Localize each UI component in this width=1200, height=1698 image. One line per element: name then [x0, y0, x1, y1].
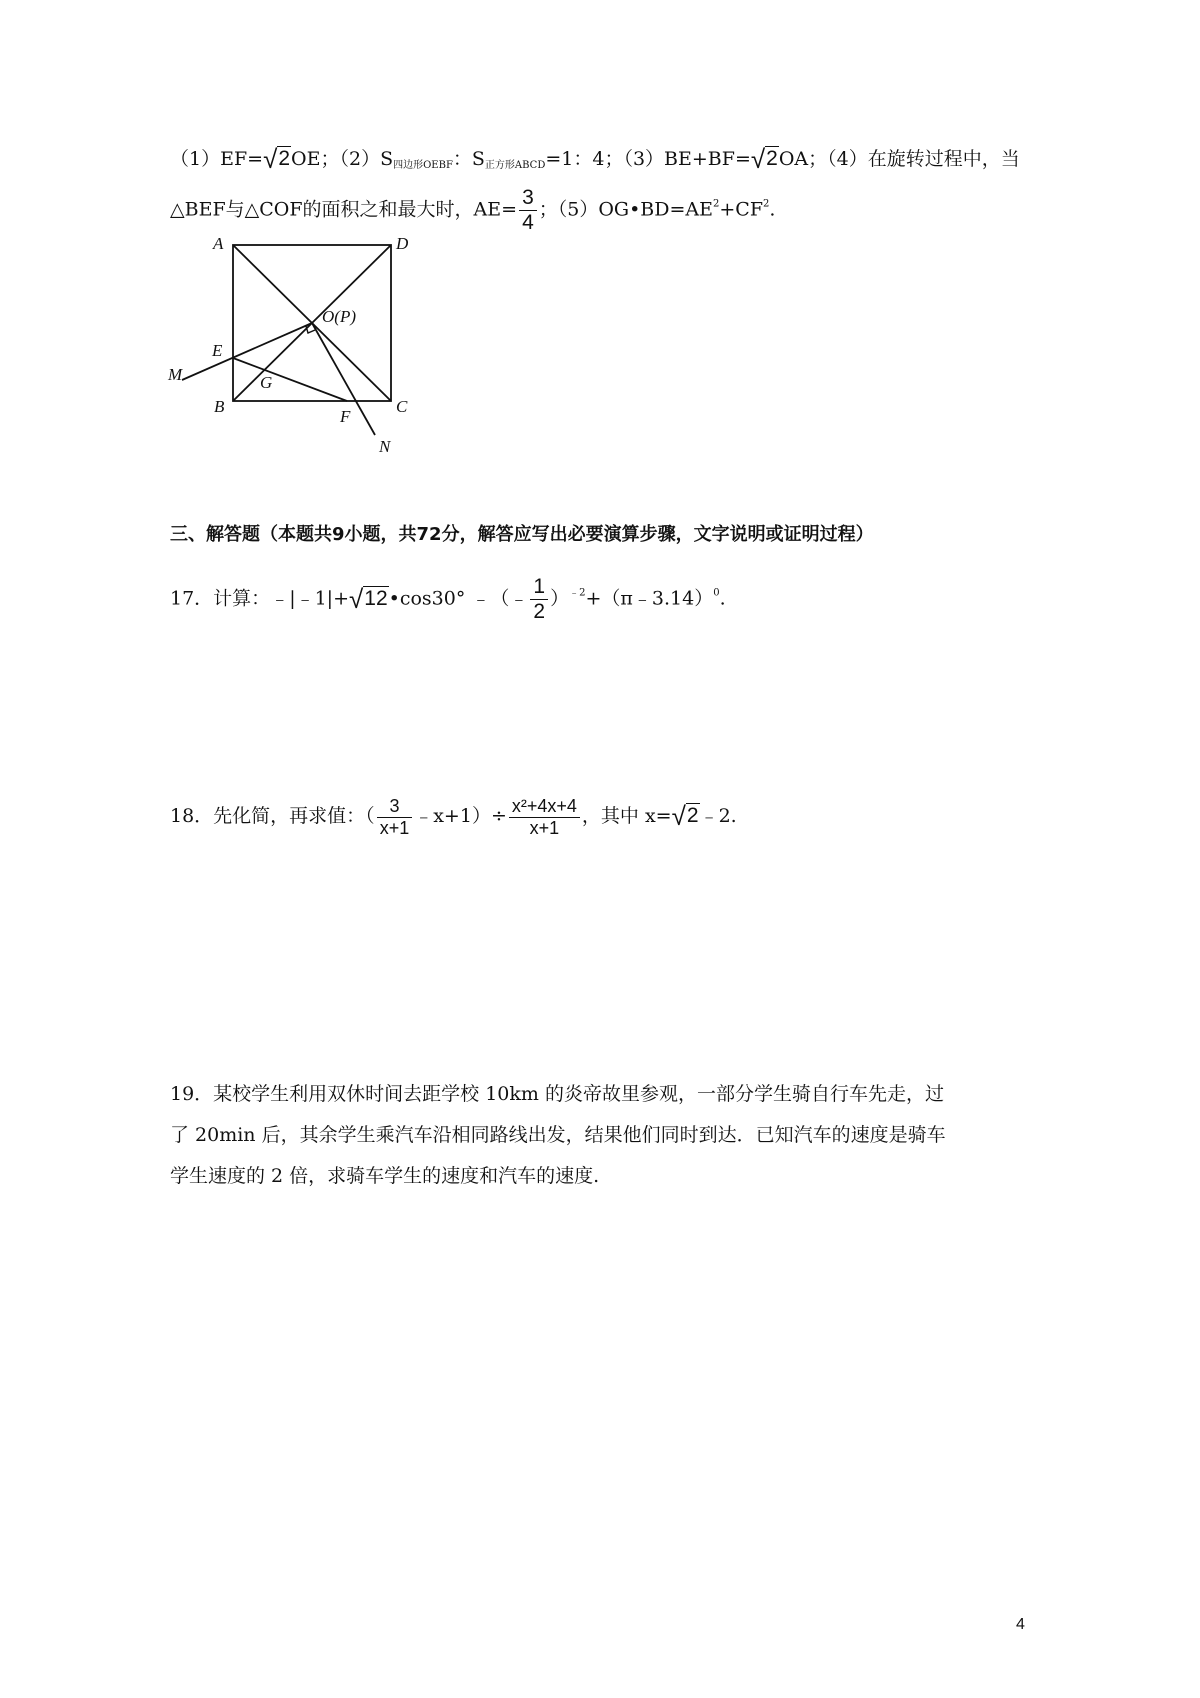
label-m: M: [168, 365, 183, 384]
sqrt-2-expression: √2: [750, 144, 778, 174]
label-e: E: [212, 341, 223, 360]
label-b: B: [214, 397, 225, 416]
q16-c3-tail: OA；（4）在旋转过程中，当: [778, 148, 1020, 170]
q16-c1-label: （1）EF=: [170, 148, 264, 170]
q16-conclusions-line2: △BEF与△COF的面积之和最大时，AE= $\frac{3}{4}$ ；$(5)OG•BD=AE^2+CF^2$.: [170, 186, 776, 235]
label-n: N: [379, 437, 391, 456]
fraction-quadratic-over-x-plus-1: $\frac{\text{x²+4x+4}}{x+1}$: [509, 796, 580, 838]
q16-c2-sub2: 正方形ABCD: [484, 160, 546, 171]
q16-conclusions-line1: [170, 146, 1020, 172]
label-f: F: [340, 407, 351, 426]
q16-c2-sub1: 四边形OEBF: [393, 160, 453, 171]
sqrt-12-expression: √12: [349, 583, 388, 614]
fraction-3-over-x-plus-1: $\frac{3}{x+1}$: [377, 796, 413, 838]
sqrt-2-expression: √2: [671, 801, 699, 832]
square-rotation-figure: [160, 230, 420, 470]
label-o: O(P): [322, 307, 356, 326]
q18-label: 18．先化简，再求值：（: [170, 805, 375, 828]
section3-heading: 三、解答题（本题共9小题，共72分，解答应写出必要演算步骤，文字说明或证明过程）: [170, 524, 874, 545]
label-g: G: [260, 373, 273, 392]
fraction-3-4: $\frac{3}{4}$: [519, 186, 537, 235]
label-d: D: [396, 234, 409, 253]
q16-c5-text: ；（5）OG•BD=AE: [538, 198, 714, 221]
label-c: C: [396, 397, 408, 416]
q16-c2-tail: =1：4；（3）BE+BF=: [545, 148, 751, 170]
q16-c2-mid: ：S: [452, 148, 485, 170]
segment-ef: [233, 358, 347, 401]
q19-line1: 19．某校学生利用双休时间去距学校 10km 的炎帝故里参观，一部分学生骑自行车先走，过: [170, 1083, 944, 1105]
page-number: 4: [1016, 1616, 1025, 1633]
q19-line3: 学生速度的 2 倍，求骑车学生的速度和汽车的速度.: [170, 1165, 600, 1187]
fraction-1-2: $\frac{1}{2}$: [530, 575, 548, 624]
q18-expression: 18．先化简，再求值：（ $\frac{3}{x+1}$ ﹣x+1）÷ $\frac{\text{x²+4x+4}}{x+1}$ ，其中 x=√2﹣2.: [170, 796, 737, 838]
q16-c4-text: △BEF与△COF的面积之和最大时，AE=: [170, 198, 518, 221]
label-a: A: [213, 234, 224, 253]
q17-label: 17．计算：: [170, 587, 271, 610]
q16-c1-tail: OE；（2）S: [291, 148, 394, 170]
sqrt-2-expression: √2: [263, 144, 291, 174]
ray-om: [182, 323, 312, 380]
q19-line2: 了 20min 后，其余学生乘汽车沿相同路线出发，结果他们同时到达．已知汽车的速度是骑车: [170, 1124, 946, 1146]
q17-expression: 17．计算：﹣|﹣1|+√12•cos30° ﹣（﹣ $\frac{1}{2}$ ）$^{﹣2}$+（π﹣3.14）$^0$.: [170, 575, 726, 624]
